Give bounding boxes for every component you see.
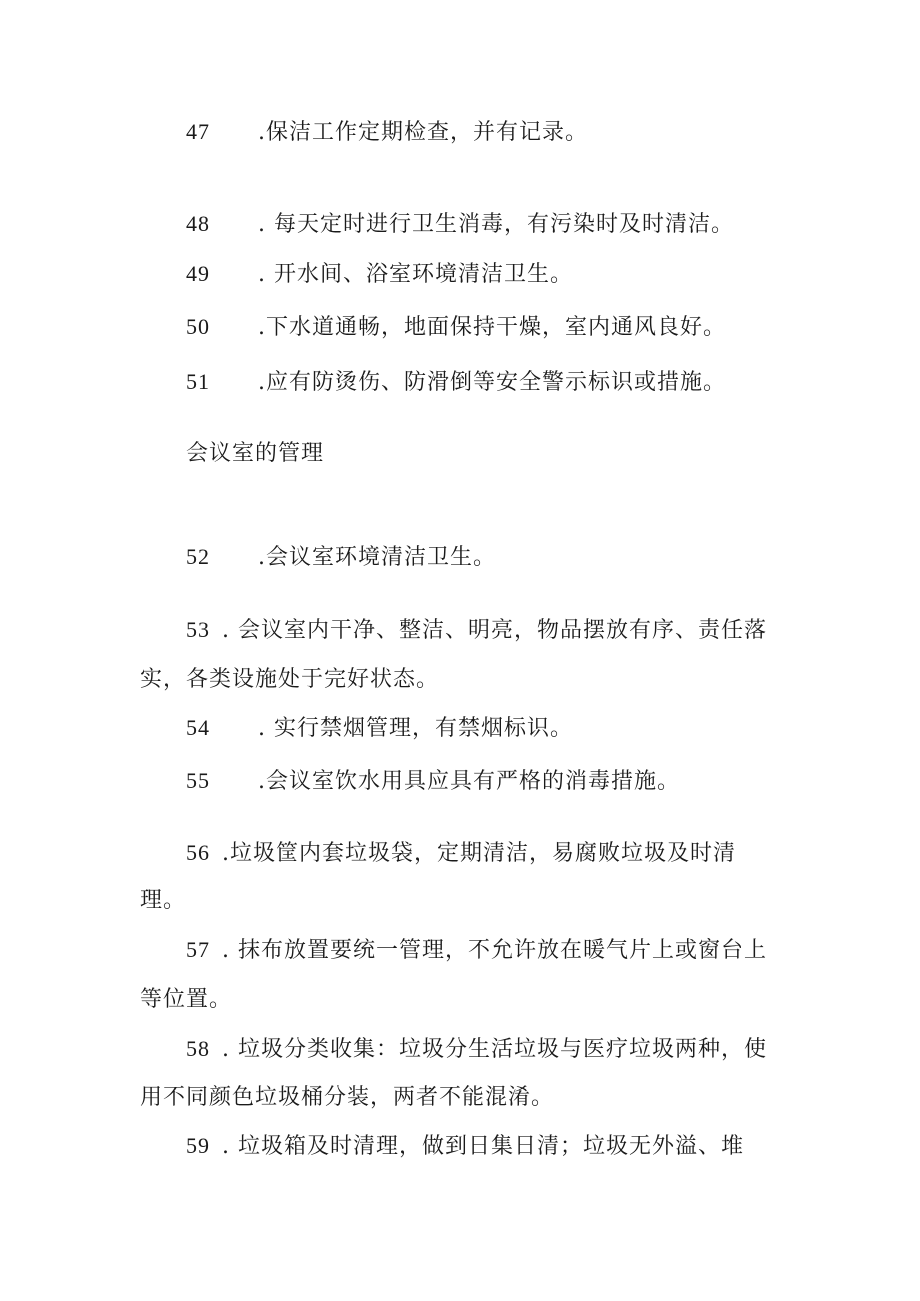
item-number: 55 bbox=[186, 768, 210, 793]
list-item bbox=[186, 615, 767, 646]
item-text: . 抹布放置要统一管理，不允许放在暖气片上或窗台上 bbox=[222, 938, 767, 963]
item-text: .应有防烫伤、防滑倒等安全警示标识或措施。 bbox=[258, 370, 726, 395]
item-text: .会议室环境清洁卫生。 bbox=[258, 545, 496, 570]
item-number: 57 bbox=[186, 937, 210, 962]
item-number: 59 bbox=[186, 1133, 210, 1158]
item-text: .下水道通畅，地面保持干燥，室内通风良好。 bbox=[258, 315, 726, 340]
list-item bbox=[186, 367, 726, 398]
section-heading: 会议室的管理 bbox=[186, 441, 325, 466]
list-item bbox=[186, 542, 496, 573]
list-item bbox=[186, 209, 734, 240]
item-text: .垃圾筐内套垃圾袋，定期清洁，易腐败垃圾及时清 bbox=[222, 841, 736, 866]
item-number: 49 bbox=[186, 261, 210, 286]
item-number: 51 bbox=[186, 369, 210, 394]
list-item bbox=[186, 713, 573, 744]
item-text: . 垃圾分类收集：垃圾分生活垃圾与医疗垃圾两种，使 bbox=[222, 1037, 767, 1062]
item-number: 48 bbox=[186, 211, 210, 236]
item-text: . 开水间、浴室环境清洁卫生。 bbox=[258, 262, 573, 287]
item-number: 58 bbox=[186, 1036, 210, 1061]
list-item-continuation: 理。 bbox=[140, 888, 187, 913]
list-item bbox=[186, 838, 736, 869]
list-item bbox=[186, 117, 588, 148]
item-text: . 垃圾箱及时清理，做到日集日清；垃圾无外溢、堆 bbox=[222, 1134, 744, 1159]
item-number: 53 bbox=[186, 617, 210, 642]
list-item-continuation: 等位置。 bbox=[140, 987, 233, 1012]
item-number: 54 bbox=[186, 715, 210, 740]
list-item bbox=[186, 259, 573, 290]
item-number: 50 bbox=[186, 314, 210, 339]
item-text: . 实行禁烟管理，有禁烟标识。 bbox=[258, 716, 573, 741]
item-number: 52 bbox=[186, 544, 210, 569]
list-item bbox=[186, 1034, 767, 1065]
item-number: 47 bbox=[186, 119, 210, 144]
item-text: .保洁工作定期检查，并有记录。 bbox=[258, 120, 588, 145]
list-item bbox=[186, 1131, 744, 1162]
list-item bbox=[186, 935, 767, 966]
list-item bbox=[186, 312, 726, 343]
item-text: . 每天定时进行卫生消毒，有污染时及时清洁。 bbox=[258, 212, 734, 237]
item-text: .会议室饮水用具应具有严格的消毒措施。 bbox=[258, 769, 680, 794]
list-item bbox=[186, 766, 680, 797]
list-item-continuation: 用不同颜色垃圾桶分装，两者不能混淆。 bbox=[140, 1085, 555, 1110]
item-number: 56 bbox=[186, 840, 210, 865]
item-text: . 会议室内干净、整洁、明亮，物品摆放有序、责任落 bbox=[222, 618, 767, 643]
list-item-continuation: 实，各类设施处于完好状态。 bbox=[140, 667, 440, 692]
